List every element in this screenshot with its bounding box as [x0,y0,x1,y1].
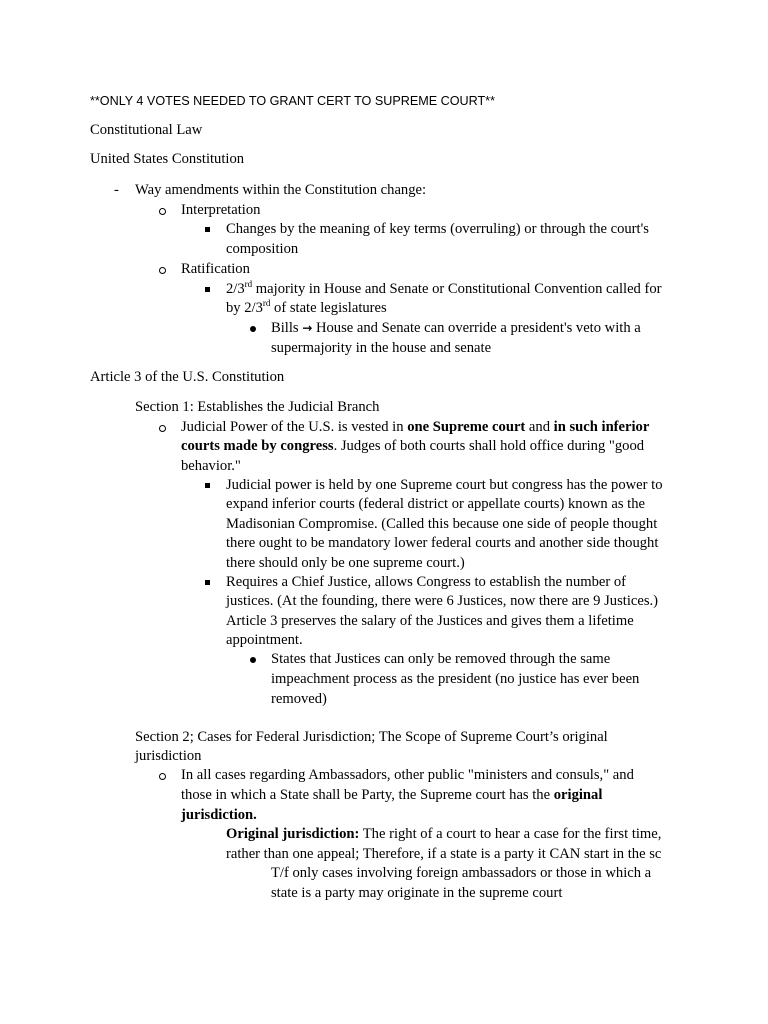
amendments-intro: Way amendments within the Constitution change: [135,182,427,198]
section1-para-line3: behavior." [181,458,241,474]
hollow-bullet-icon [159,267,166,274]
section1-para-line2: courts made by congress. Judges of both courts shall hold office during "good [181,438,645,454]
interpretation-detail-line1: Changes by the meaning of key terms (overruling) or through the court's [226,221,649,237]
header-note: **ONLY 4 VOTES NEEDED TO GRANT CERT TO SUPREME COURT** [90,94,495,108]
round-bullet-icon [250,326,256,332]
removal-line1: States that Justices can only be removed through the same [271,651,611,667]
square-bullet-icon [205,227,210,232]
judicial-power-line5: there should only be one supreme court.) [226,555,465,571]
section1-para-line1: Judicial Power of the U.S. is vested in one Supreme court and in such inferior [181,419,650,435]
round-bullet-icon [250,657,256,663]
section2-para-line1: In all cases regarding Ambassadors, other public "ministers and consuls," and [181,767,634,783]
judicial-power-line1: Judicial power is held by one Supreme court but congress has the power to [226,477,663,493]
chief-justice-line1: Requires a Chief Justice, allows Congress to establish the number of [226,574,627,590]
topic-title: United States Constitution [90,151,245,167]
dash-marker: - [114,182,119,198]
interpretation-label: Interpretation [181,202,261,218]
tf-line1: T/f only cases involving foreign ambassadors or those in which a [271,865,652,881]
hollow-bullet-icon [159,773,166,780]
right-arrow-icon: → [302,321,313,335]
section2-title-line2: jurisdiction [135,748,202,764]
chief-justice-line3: Article 3 preserves the salary of the Justices and gives them a lifetime [226,613,634,629]
chief-justice-line4: appointment. [226,632,303,648]
original-jurisdiction-line1: Original jurisdiction: The right of a court to hear a case for the first time, [226,826,662,842]
tf-line2: state is a party may originate in the supreme court [271,885,563,901]
bills-line2: supermajority in the house and senate [271,340,492,356]
hollow-bullet-icon [159,208,166,215]
removal-line2: impeachment process as the president (no justice has ever been [271,671,640,687]
original-jurisdiction-line2: rather than one appeal; Therefore, if a state is a party it CAN start in the sc [226,846,662,862]
removal-line3: removed) [271,691,327,707]
section2-para-line2: those in which a State shall be Party, the Supreme court has the original [181,787,603,803]
ratification-detail-line1: 2/3rd majority in House and Senate or Constitutional Convention called for [226,279,662,297]
article3-title: Article 3 of the U.S. Constitution [90,369,285,385]
course-title: Constitutional Law [90,122,203,138]
section2-para-line3: jurisdiction. [181,807,257,823]
square-bullet-icon [205,287,210,292]
judicial-power-line4: there ought to be mandatory lower federal courts and another side thought [226,535,659,551]
section1-title: Section 1: Establishes the Judicial Branch [135,399,380,415]
ratification-label: Ratification [181,261,250,277]
square-bullet-icon [205,483,210,488]
ratification-detail-line2: by 2/3rd of state legislatures [226,298,387,316]
judicial-power-line3: Madisonian Compromise. (Called this because one side of people thought [226,516,658,532]
judicial-power-line2: expand inferior courts (federal district or appellate courts) known as the [226,496,646,512]
hollow-bullet-icon [159,425,166,432]
interpretation-detail-line2: composition [226,241,299,257]
bills-line1: Bills → House and Senate can override a president's veto with a [271,320,641,336]
chief-justice-line2: justices. (At the founding, there were 6 Justices, now there are 9 Justices.) [226,593,659,609]
section2-title-line1: Section 2; Cases for Federal Jurisdiction; The Scope of Supreme Court’s original [135,729,608,745]
square-bullet-icon [205,580,210,585]
